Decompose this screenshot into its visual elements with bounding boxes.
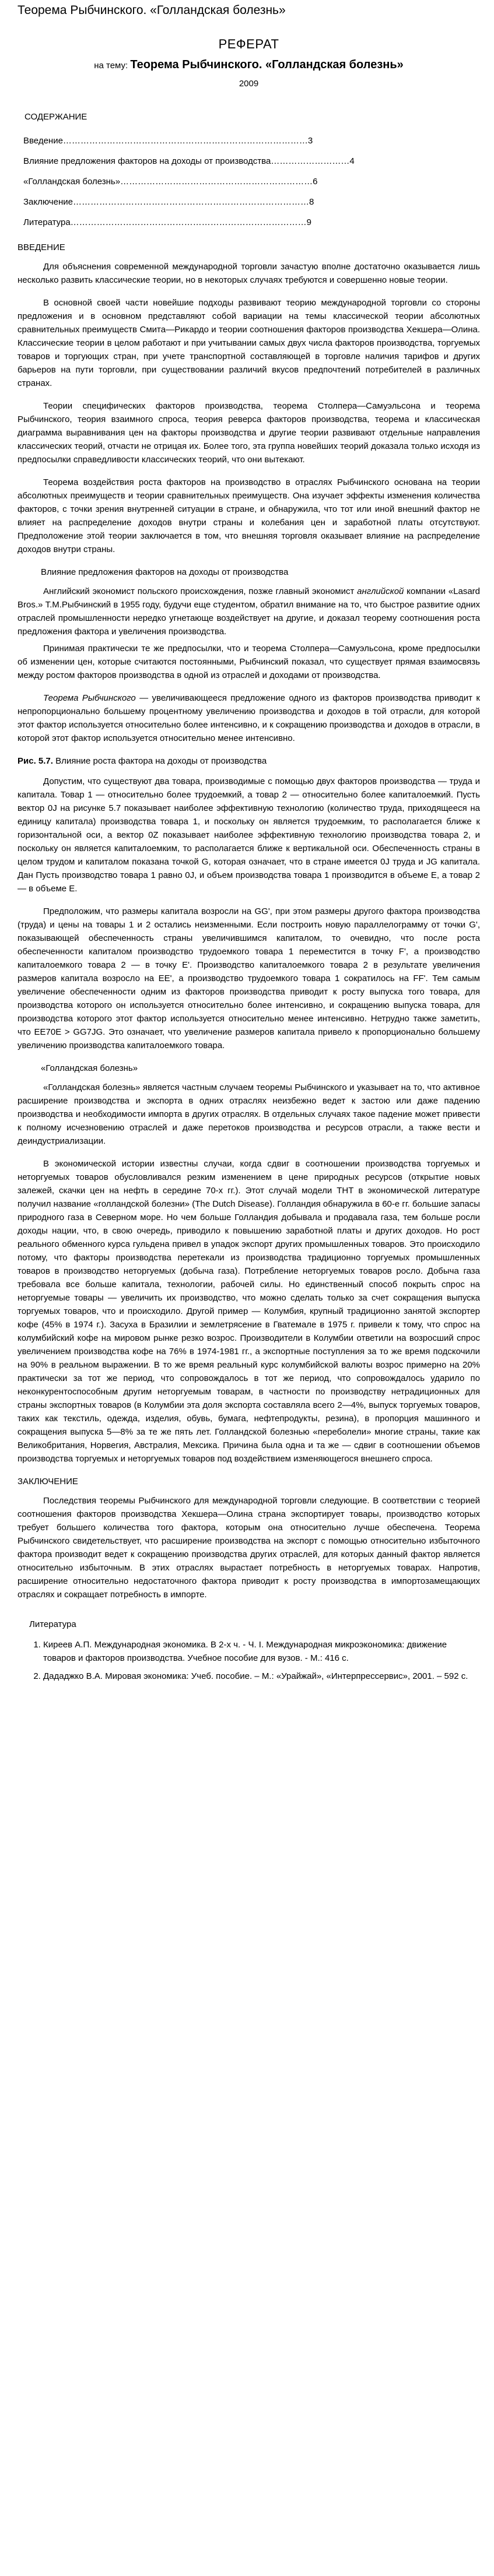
- toc-item-factors: Влияние предложения факторов на доходы от производства………………………4: [23, 156, 355, 166]
- toc-item-introduction: Введение…………………………………………………………………………3: [23, 136, 313, 146]
- conclusion-paragraph-1: Последствия теоремы Рыбчинского для международной торговли следующие. В соответствии с теорией соотношения факторов производства Хекшера—Олина страна экспортирует товары, производство которых требует большего количества того фактора, которым она относительно лучше обеспечена. Теорема Рыбчинского свидетельствует, что расширение производства на экспорт с помощью относительно избыточного фактора производит ведет к сокращению производства других отраслей, для которых данный фактор является относительно избыточным. В этих отраслях вырастает потребность в неторгуемых товарах. Напротив, расширение относительно недостаточного фактора приводит к росту производства в импортозамещающих отраслях и сокращает потребность в импорте.: [17, 1496, 480, 1600]
- factors-paragraph-5: Предположим, что размеры капитала возросли на GG', при этом размеры другого фактора производства (труда) и цены на товары 1 и 2 остались неизменными. Если построить новую параллелограмму от точки G', показывающей обеспеченность страны увеличившимся капиталом, то очевидно, что после роста обеспеченности капиталом производство трудоемкого товара 1 переместится в точку F', а производство капиталоемкого товара 2 — в точку E'. Производство капиталоемкого товара 2 в результате увеличения размеров капитала возросло на EE', а производство трудоемкого товара 1 сократилось на FF'. Тем самым увеличение обеспеченности одним из факторов производства приводит к росту выпуска того товара, для производства которого он используется относительно более интенсивно, и сокращению выпуска товара, для производства которого этот фактор используется относительно менее интенсивно. Нетрудно также заметить, что EE70E > GG7JG. Это означает, что увеличение размеров капитала привело к пропорционально большему увеличению производства капиталоемкого товара.: [17, 906, 480, 1050]
- dutch-paragraph-1: «Голландская болезнь» является частным случаем теоремы Рыбчинского и указывает на то, что активное расширение производства и экспорта в одних отраслях неизбежно ведет к застою или даже падению производства и необходимости импорта в других отраслях. В отдельных случаях такое падение может привести к полному исчезновению отраслей и даже перетоков производства и ресурсов отрасли, а также вести и деиндустриализации.: [17, 1083, 480, 1146]
- report-title: РЕФЕРАТ: [218, 37, 279, 51]
- toc-item-dutch-disease: «Голландская болезнь»…………………………………………………………6: [23, 177, 318, 187]
- section-title-factors: Влияние предложения факторов на доходы от производства: [41, 567, 289, 577]
- topic-line: [17, 58, 480, 72]
- report-year: 2009: [239, 79, 259, 89]
- section-title-introduction: ВВЕДЕНИЕ: [17, 243, 65, 252]
- intro-paragraph-3: Теории специфических факторов производства, теорема Столпера—Самуэльсона и теорема Рыбчинского, теория взаимного спроса, теория реверса факторов производства, теорема и классическая диаграмма выравнивания цен на факторы производства и другие теории развивают отдельные направления классических теорий, отчасти не отрицая их. Более того, эта группа новейших теорий доказала только исходя из предпосылки справедливости классических теорий, что они вытекают.: [17, 401, 480, 465]
- literature-title: Литература: [29, 1619, 76, 1629]
- figure-caption-text: Влияние роста фактора на доходы от производства: [52, 756, 267, 766]
- intro-paragraph-1: Для объяснения современной международной торговли зачастую вполне достаточно оказывается лишь несколько развить классические теории, но в некоторых случаях требуются и совершенно новые теории.: [17, 262, 480, 285]
- factors-p1-end: компании «Lasard Bros.» Т.М.Рыбчинский в 1955 году, будучи еще студентом, обратил внимание на то, что быстрое развитие одних отраслей промышленности нередко угнетающе воздействует на другие, и доказал теорему соотношения роста предложения фактора и увеличения производства.: [17, 586, 481, 637]
- intro-paragraph-2: В основной своей части новейшие подходы развивают теорию международной торговли со стороны предложения и в основном представляют собой вариации на темы классической теории абсолютных сравнительных преимуществ Смита—Рикардо и теории соотношения факторов производства Хекшера—Олина. Классические теории в целом работают и при учитывании самых двух числа факторов производства, торгуемых товаров и торгующих стран, при учете транспортной составляющей в торговле наличия тарифов и других барьеров на пути торговли, при существовании различий вкусов предпочтений потребителей в различных странах.: [17, 298, 480, 388]
- figure-caption: [17, 754, 480, 768]
- factors-paragraph-3: [17, 691, 480, 745]
- intro-paragraph-4: Теорема воздействия роста факторов на производство в отраслях Рыбчинского основана на теории абсолютных преимуществ и теории сравнительных преимуществ. Она изучает эффекты изменения количества факторов, с точки зрения внутренней ситуации в стране, и обнаружила, что тот или иной внешний фактор не влияет на распределение доходов внутри страны и колебания цен и заработной платы отсутствуют. Предположение этой теории заключается в том, что внешняя торговля оказывает влияние на распределение доходов внутри страны.: [17, 477, 480, 554]
- factors-p1-start: Английский экономист польского происхождения, позже главный экономист: [43, 586, 358, 596]
- rybczynski-theorem-term: Теорема Рыбчинского: [43, 693, 136, 703]
- factors-paragraph-4: Допустим, что существуют два товара, производимые с помощью двух факторов производства — труда и капитала. Товар 1 — относительно более трудоемкий, а товар 2 — относительно более капиталоемкий. Пусть вектор 0J на рисунке 5.7 показывает наиболее эффективную технологию (количество труда, приходящееся на единицу капитала) производства товара 1, и поскольку он является трудоемким, то располагается ближе к горизонтальной оси, а вектор 0Z показывает наиболее эффективную технологию производства товара 2, и поскольку он является капиталоемким, то располагается ближе к вертикальной оси. Обеспеченность страны в целом трудом и капиталом показана точкой G, которая означает, что в стране имеется 0J труда и JG капитала. Дан Пусть производство товара 1 равно 0J, и объем производства товара 1 производится в объеме E, а товар 2 — в объеме E.: [17, 776, 480, 894]
- topic-prefix: на тему:: [94, 61, 131, 71]
- table-of-contents: [17, 134, 480, 229]
- topic-name: Теорема Рыбчинского. «Голландская болезнь»: [130, 58, 404, 71]
- factors-p1-emphasis: английской: [357, 586, 404, 596]
- figure-label: Рис. 5.7.: [17, 756, 53, 766]
- factors-p3-rest: — увеличивающееся предложение одного из факторов производства приводит к непропорционально большему процентному увеличению производства и доходов в той отрасли, для которой этот фактор используется относительно более интенсивно, и к сокращению производства и доходов в отрасли, в которой этот фактор используется относительно менее интенсивно.: [17, 693, 480, 743]
- literature-item: 2. Дададжко В.А. Мировая экономика: Учеб. пособие. – М.: «Урайжай», «Интерпрессервис», 2001. – 592 с.: [43, 1670, 480, 1683]
- dutch-paragraph-2: В экономической истории известны случаи, когда сдвиг в соотношении производства торгуемых и неторгуемых товаров обусловливался резким изменением в цене природных ресурсов (открытие новых залежей, скачки цен на нефть в середине 70-х гг.). Этот случай модели ТНТ в экономической литературе получил название «голландской болезни» (The Dutch Disease). Голландия обнаружила в 60-е гг. большие запасы природного газа в Северном море. Но чем больше Голландия добывала и продавала газа, тем больше росли доходы нации, что, в свою очередь, приводило к повышению заработной платы и других доходов. Но рост реального обменного курса гульдена привел в упадок экспорт других промышленных товаров. Это происходило потому, что факторы производства перетекали из производства традиционно торгуемых промышленных товаров в производство неторгуемых (добыча газа). Потребление неторгуемых товаров росло. Добыча газа требовала все больше капитала, технологии, рабочей силы. Но единственный способ покрыть спрос на неторгуемые товары — увеличить их производство, что можно сделать только за счет сокращения выпуска торгуемых товаров, что и происходило. Другой пример — Колумбия, крупный традиционно занятой экспортер кофе (45% в 1974 г.). Засуха в Бразилии и землетрясение в Гватемале в 1975 г. привели к тому, что спрос на колумбийский кофе на мировом рынке резко возрос. Производители в Колумбии ответили на возросший спрос увеличением производства кофе на 76% в 1974-1981 гг., а экспортные поступления за то же время подскочили на 90% в реальном выражении. В то же время реальный курс колумбийской валюты возрос примерно на 20% практически за тот же период, что сопровождалось в тот же период, что сопровождалось ударило по неконкурентоспособным другим неторгуемым товарам, в частности по производству нетрадиционных для страны экспортных товаров (в Колумбии эта доля экспорта составляла всего 2—4%, выпуск торгуемых товаров, таких как текстиль, одежда, изделия, обувь, бумага, нефтепродукты, резина), в пропорция машинного и сокращения выпуска 5—8% за те же пять лет. Голландской болезнью «переболели» многие страны, такие как Великобритания, Норвегия, Австралия, Мексика. Причина была одна и та же — сдвиг в соотношении объемов производства торгуемых и неторгуемых товаров под воздействием изменяющегося внешнего спроса.: [17, 1159, 480, 1464]
- toc-title: СОДЕРЖАНИЕ: [24, 112, 87, 122]
- section-title-conclusion: ЗАКЛЮЧЕНИЕ: [17, 1477, 78, 1486]
- literature-list: [17, 1638, 480, 1683]
- literature-item: 1. Киреев А.П. Международная экономика. В 2-х ч. - Ч. I. Международная микроэкономика: движение товаров и факторов производства. Учебное пособие для вузов. - М.: 416 с.: [43, 1638, 480, 1665]
- factors-paragraph-2: Принимая практически те же предпосылки, что и теорема Столпера—Самуэльсона, кроме предпосылки об изменении цен, которые считаются постоянными, Рыбчинский показал, что существует прямая взаимосвязь между ростом факторов производства в одной из отраслей и доходами от производства.: [17, 644, 480, 680]
- document-heading: Теорема Рыбчинского. «Голландская болезнь»: [17, 3, 286, 17]
- toc-item-conclusion: Заключение………………………………………………………………………8: [23, 197, 314, 207]
- toc-item-literature: Литература………………………………………………………………………9: [23, 217, 312, 227]
- factors-paragraph-1: [17, 585, 480, 638]
- section-title-dutch-disease: «Голландская болезнь»: [41, 1063, 138, 1073]
